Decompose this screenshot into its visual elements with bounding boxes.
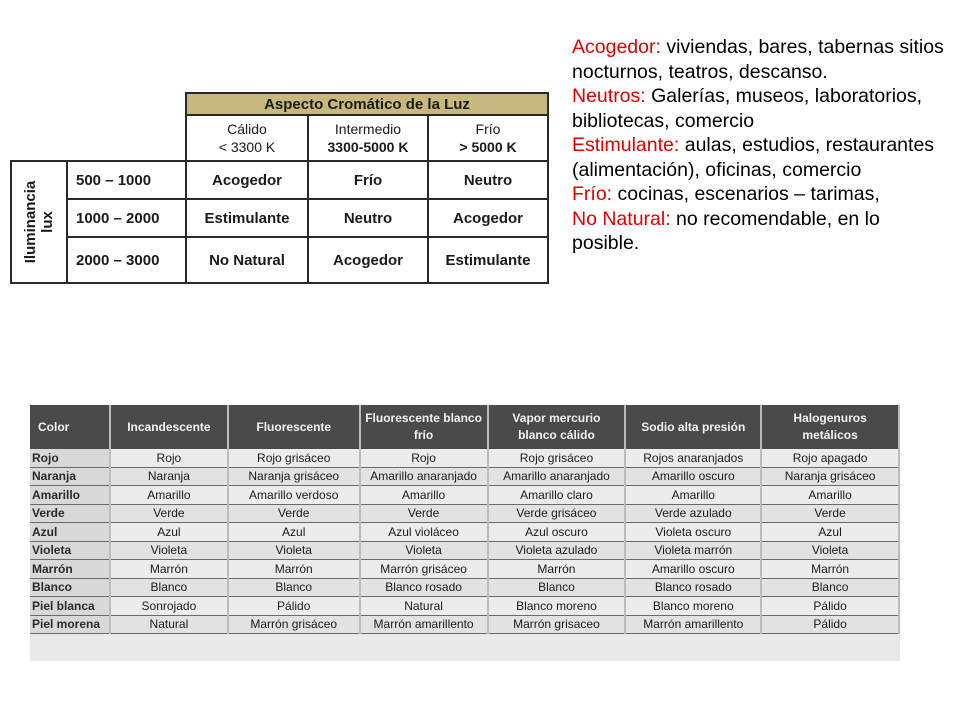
header-cell: Fluorescente blanco frío (360, 405, 488, 449)
table-cell: Naranja grisáceo (228, 467, 360, 486)
blank-cell (67, 115, 186, 161)
table-cell: Natural (110, 615, 228, 634)
table-row (30, 523, 899, 542)
table-cell: Estimulante (186, 199, 308, 237)
table-cell: Pálido (228, 597, 360, 616)
legend-description: Galerías, museos, laboratorios, bibliotecas, comercio (572, 85, 923, 132)
legend-entry (572, 35, 952, 84)
table-cell: Blanco (761, 578, 899, 597)
table-cell: Verde (110, 504, 228, 523)
table-cell: Rojo apagado (761, 449, 899, 467)
column-name: Frío (475, 121, 501, 137)
row-label: Rojo (30, 449, 110, 467)
cropped-top-edge (30, 389, 900, 405)
table-cell: Amarillo anaranjado (488, 467, 626, 486)
header-cell: Color (30, 405, 110, 449)
table-cell: Rojo (110, 449, 228, 467)
table-cell: Amarillo (761, 486, 899, 505)
header-cell: Sodio alta presión (625, 405, 761, 449)
legend-description: no recomendable, en lo posible. (572, 207, 880, 254)
vertical-label-line: Iluminancia (22, 180, 39, 264)
table-cell: Violeta (228, 541, 360, 560)
table-cell: Violeta marrón (625, 541, 761, 560)
legend-entry (572, 84, 952, 133)
legend-term: Frío: (572, 183, 613, 205)
table-cell: Azul (110, 523, 228, 542)
table-cell: Blanco (110, 578, 228, 597)
legend-term: No Natural: (572, 207, 671, 230)
row-label: Marrón (30, 560, 110, 579)
color-rendering-table (30, 405, 900, 634)
legend-text (572, 35, 952, 256)
table-row (30, 504, 899, 523)
table-cell: Estimulante (428, 237, 548, 283)
column-name: Cálido (227, 121, 267, 137)
table-cell: Amarillo anaranjado (360, 467, 488, 486)
table-row (30, 541, 899, 560)
header-cell: Halogenuros metálicos (761, 405, 899, 449)
header-cell: Fluorescente (228, 405, 360, 449)
table-cell: Blanco (488, 578, 626, 597)
table-cell: No Natural (186, 237, 308, 283)
row-label: Violeta (30, 541, 110, 560)
legend-entry (572, 133, 952, 182)
illuminance-table (10, 92, 549, 284)
table-cell: Sonrojado (110, 597, 228, 616)
table-cell: Amarillo (360, 486, 488, 505)
table-cell: Naranja (110, 467, 228, 486)
blank-cell (67, 93, 186, 115)
table-row (30, 486, 899, 505)
table-cell: Blanco moreno (488, 597, 626, 616)
column-header (308, 115, 428, 161)
table-cell: Marrón (488, 560, 626, 579)
table-cell: Marrón (228, 560, 360, 579)
table-cell: Acogedor (428, 199, 548, 237)
table-cell: Violeta oscuro (625, 523, 761, 542)
blank-cell (11, 93, 67, 115)
table-cell: Blanco rosado (360, 578, 488, 597)
table-cell: Azul oscuro (488, 523, 626, 542)
legend-entry (572, 182, 952, 207)
row-label: Blanco (30, 578, 110, 597)
row-label: Naranja (30, 467, 110, 486)
header-cell: Vapor mercurio blanco cálido (488, 405, 626, 449)
legend-term: Acogedor: (572, 36, 661, 58)
lux-range: 500 – 1000 (67, 161, 186, 199)
table-row (30, 597, 899, 616)
legend-entry (572, 207, 952, 256)
table-cell: Rojo grisáceo (228, 449, 360, 467)
table-cell: Marrón grisáceo (360, 560, 488, 579)
legend-term: Estimulante: (572, 134, 680, 156)
table-cell: Blanco moreno (625, 597, 761, 616)
lux-range: 1000 – 2000 (67, 199, 186, 237)
color-rendering-table-image (30, 389, 900, 661)
table-cell: Rojos anaranjados (625, 449, 761, 467)
table-cell: Verde (761, 504, 899, 523)
table-cell: Neutro (308, 199, 428, 237)
column-range: < 3300 K (218, 139, 276, 155)
lux-range: 2000 – 3000 (67, 237, 186, 283)
table-cell: Rojo (360, 449, 488, 467)
table-row (30, 615, 899, 634)
table-row (30, 449, 899, 467)
table-cell: Amarillo oscuro (625, 560, 761, 579)
legend-description: viviendas, bares, tabernas sitios nocturnos, teatros, descanso. (572, 36, 944, 83)
table-cell: Verde (228, 504, 360, 523)
table-cell: Amarillo oscuro (625, 467, 761, 486)
table-cell: Azul (228, 523, 360, 542)
table-header: Aspecto Cromático de la Luz (186, 93, 548, 115)
legend-term: Neutros: (572, 85, 646, 107)
table-cell: Acogedor (186, 161, 308, 199)
table-cell: Marrón amarillento (360, 615, 488, 634)
table-row (30, 578, 899, 597)
table-cell: Rojo grisáceo (488, 449, 626, 467)
header-cell: Incandescente (110, 405, 228, 449)
blank-cell (11, 115, 67, 161)
table-cell: Azul (761, 523, 899, 542)
column-range: > 5000 K (459, 139, 517, 155)
table-cell: Frío (308, 161, 428, 199)
table-cell: Pálido (761, 597, 899, 616)
table-cell: Amarillo (110, 486, 228, 505)
row-label: Azul (30, 523, 110, 542)
table-cell: Amarillo verdoso (228, 486, 360, 505)
legend-description: cocinas, escenarios – tarimas, (612, 183, 880, 205)
table-cell: Marrón (110, 560, 228, 579)
table-cell: Verde grisáceo (488, 504, 626, 523)
table-cell: Neutro (428, 161, 548, 199)
table-cell: Azul violáceo (360, 523, 488, 542)
column-range: 3300-5000 K (327, 139, 409, 155)
table-cell: Violeta azulado (488, 541, 626, 560)
table-cell: Marrón (761, 560, 899, 579)
table-cell: Amarillo claro (488, 486, 626, 505)
vertical-label (11, 161, 67, 283)
table-cell: Amarillo (625, 486, 761, 505)
vertical-label-line: lux (39, 211, 56, 233)
table-cell: Marrón grisáceo (228, 615, 360, 634)
column-header (186, 115, 308, 161)
row-label: Verde (30, 504, 110, 523)
row-label: Piel blanca (30, 597, 110, 616)
table-row (30, 560, 899, 579)
row-label: Piel morena (30, 615, 110, 634)
table-cell: Violeta (110, 541, 228, 560)
table-cell: Marrón grisaceo (488, 615, 626, 634)
table-cell: Blanco (228, 578, 360, 597)
table-cell: Natural (360, 597, 488, 616)
table-cell: Verde azulado (625, 504, 761, 523)
table-row (30, 467, 899, 486)
legend-description: aulas, estudios, restaurantes (alimentación), oficinas, comercio (572, 134, 935, 181)
table-cell: Naranja grisáceo (761, 467, 899, 486)
table-cell: Violeta (761, 541, 899, 560)
column-name: Intermedio (334, 121, 402, 137)
column-header (428, 115, 548, 161)
table-cell: Violeta (360, 541, 488, 560)
table-cell: Marrón amarillento (625, 615, 761, 634)
row-label: Amarillo (30, 486, 110, 505)
table-cell: Pálido (761, 615, 899, 634)
table-cell: Verde (360, 504, 488, 523)
table-cell: Acogedor (308, 237, 428, 283)
table-header-row (30, 405, 899, 449)
table-cell: Blanco rosado (625, 578, 761, 597)
